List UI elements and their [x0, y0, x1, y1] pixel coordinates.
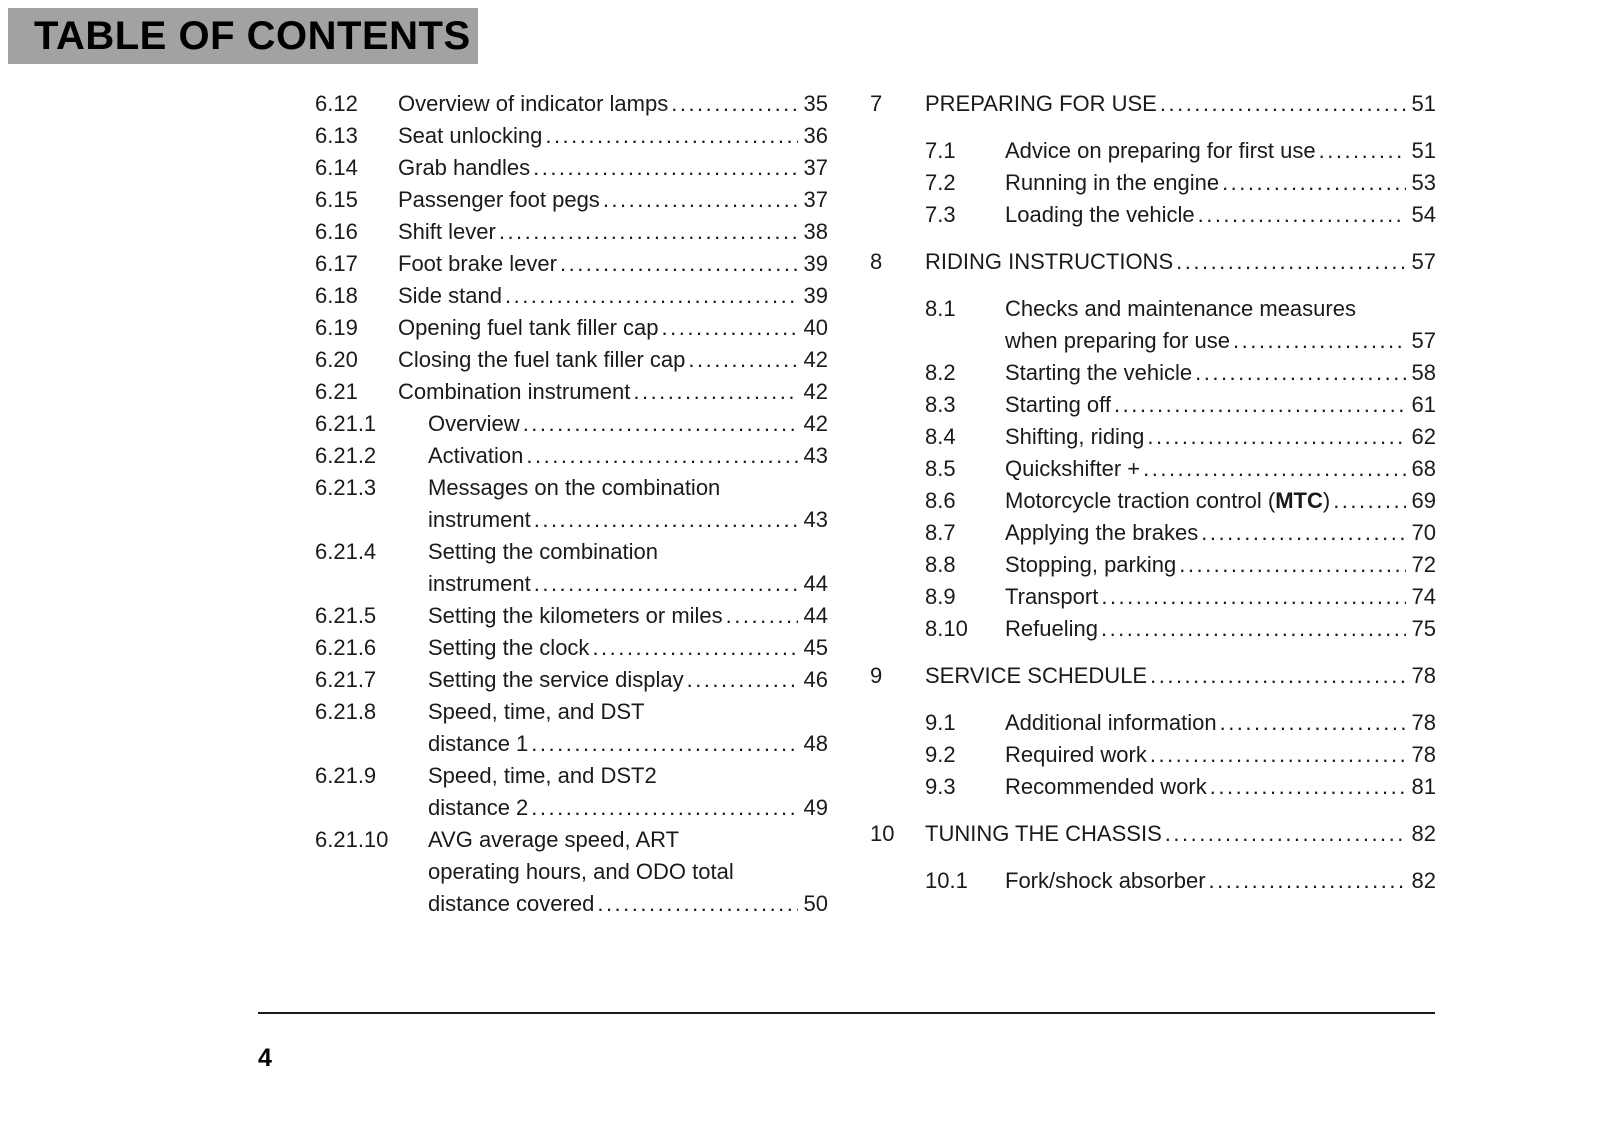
- toc-entry: [870, 246, 1436, 278]
- entry-number: 6.21: [315, 379, 358, 404]
- toc-entry: [315, 472, 828, 536]
- toc-entry-line: [315, 88, 828, 120]
- dot-leader: [533, 152, 797, 184]
- toc-entry: [315, 600, 828, 632]
- entry-page: 42: [803, 347, 828, 372]
- toc-entry-line: [870, 771, 1436, 803]
- toc-entry: [870, 453, 1436, 485]
- toc-entry: [315, 280, 828, 312]
- dot-leader: [633, 376, 797, 408]
- toc-entry-line: [315, 344, 828, 376]
- toc-entry-line: [870, 517, 1436, 549]
- entry-title: AVG average speed, ART: [428, 827, 680, 852]
- entry-page: 50: [803, 891, 828, 916]
- toc-entry-line: [870, 581, 1436, 613]
- entry-number: 6.21.6: [315, 635, 377, 660]
- entry-number: 6.21.1: [315, 411, 377, 436]
- entry-number: 6.21.7: [315, 667, 377, 692]
- entry-title: Side stand: [398, 283, 502, 308]
- toc-entry-line: [870, 739, 1436, 771]
- dot-leader: [597, 888, 797, 920]
- entry-title: Motorcycle traction control (MTC): [1005, 488, 1331, 513]
- entry-number: 6.21.8: [315, 699, 377, 724]
- entry-title: Setting the combination: [428, 539, 658, 564]
- dot-leader: [505, 280, 798, 312]
- dot-leader: [1319, 135, 1406, 167]
- toc-entry: [870, 167, 1436, 199]
- toc-entry: [315, 88, 828, 120]
- entry-page: 62: [1411, 424, 1436, 449]
- entry-page: 43: [803, 443, 828, 468]
- entry-title: Shift lever: [398, 219, 496, 244]
- entry-title: Passenger foot pegs: [398, 187, 600, 212]
- entry-number: 6.21.5: [315, 603, 377, 628]
- entry-page: 51: [1411, 138, 1436, 163]
- toc-entry: [315, 248, 828, 280]
- entry-page: 81: [1411, 774, 1436, 799]
- entry-number: 9: [870, 663, 883, 688]
- entry-page: 82: [1411, 868, 1436, 893]
- entry-number: 7: [870, 91, 883, 116]
- dot-leader: [687, 664, 798, 696]
- toc-entry-line: [315, 728, 828, 760]
- entry-number: 6.14: [315, 155, 358, 180]
- toc-entry-line: [315, 248, 828, 280]
- toc-entry: [315, 120, 828, 152]
- dot-leader: [1220, 707, 1406, 739]
- entry-number: 6.21.9: [315, 763, 377, 788]
- entry-page: 69: [1411, 488, 1436, 513]
- entry-title: Setting the service display: [428, 667, 684, 692]
- toc-entry-line: [315, 312, 828, 344]
- entry-title: Checks and maintenance measures: [1005, 296, 1356, 321]
- entry-number: 6.16: [315, 219, 358, 244]
- entry-title: Starting the vehicle: [1005, 360, 1193, 385]
- toc-entry-line: [870, 707, 1436, 739]
- toc-entry-line: [870, 660, 1436, 692]
- entry-title: operating hours, and ODO total: [428, 859, 734, 884]
- entry-page: 82: [1411, 821, 1436, 846]
- toc-entry-line: [315, 760, 828, 792]
- footer-rule: [258, 1012, 1435, 1014]
- entry-title: Opening fuel tank filler cap: [398, 315, 659, 340]
- dot-leader: [1210, 771, 1406, 803]
- toc-entry: [315, 216, 828, 248]
- entry-title: Combination instrument: [398, 379, 631, 404]
- entry-title: Loading the vehicle: [1005, 202, 1195, 227]
- toc-entry-line: [870, 389, 1436, 421]
- toc-entry: [870, 613, 1436, 645]
- toc-entry: [870, 739, 1436, 771]
- entry-number: [315, 888, 428, 920]
- dot-leader: [1198, 199, 1406, 231]
- dot-leader: [1209, 865, 1406, 897]
- entry-page: 46: [803, 667, 828, 692]
- toc-entry: [870, 293, 1436, 357]
- entry-number: 8.2: [925, 360, 956, 385]
- entry-number: 9.2: [925, 742, 956, 767]
- toc-entry-line: [315, 824, 828, 856]
- toc-entry-line: [315, 568, 828, 600]
- toc-entry-line: [315, 696, 828, 728]
- toc-entry-line: [870, 246, 1436, 278]
- entry-title: Additional information: [1005, 710, 1217, 735]
- dot-leader: [671, 88, 797, 120]
- entry-title: Overview: [428, 411, 520, 436]
- entry-title: Overview of indicator lamps: [398, 91, 669, 116]
- entry-page: 39: [803, 251, 828, 276]
- toc-entry-line: [315, 216, 828, 248]
- entry-title: Required work: [1005, 742, 1147, 767]
- dot-leader: [526, 440, 797, 472]
- dot-leader: [688, 344, 797, 376]
- entry-page: 43: [803, 507, 828, 532]
- dot-leader: [1150, 660, 1405, 692]
- toc-entry-line: [315, 888, 828, 920]
- toc-entry: [315, 344, 828, 376]
- dot-leader: [603, 184, 798, 216]
- entry-number: [315, 728, 428, 760]
- dot-leader: [1101, 613, 1406, 645]
- toc-entry-line: [315, 184, 828, 216]
- dot-leader: [1143, 453, 1405, 485]
- entry-number: 8.3: [925, 392, 956, 417]
- entry-title: Transport: [1005, 584, 1099, 609]
- toc-entry-line: [870, 865, 1436, 897]
- toc-entry-line: [870, 88, 1436, 120]
- entry-title: Advice on preparing for first use: [1005, 138, 1316, 163]
- entry-page: 75: [1411, 616, 1436, 641]
- entry-page: 58: [1411, 360, 1436, 385]
- dot-leader: [1176, 246, 1405, 278]
- entry-page: 37: [803, 155, 828, 180]
- entry-title: Quickshifter +: [1005, 456, 1141, 481]
- toc-entry-line: [870, 485, 1436, 517]
- entry-page: 54: [1411, 202, 1436, 227]
- dot-leader: [1233, 325, 1405, 357]
- toc-entry-line: [315, 472, 828, 504]
- toc-entry: [315, 152, 828, 184]
- dot-leader: [1195, 357, 1405, 389]
- entry-title: distance 1: [428, 731, 529, 756]
- toc-entry-line: [315, 280, 828, 312]
- dot-leader: [1179, 549, 1405, 581]
- entry-page: 37: [803, 187, 828, 212]
- entry-title: Foot brake lever: [398, 251, 557, 276]
- dot-leader: [1150, 739, 1406, 771]
- toc-entry: [870, 660, 1436, 692]
- dot-leader: [726, 600, 798, 632]
- entry-page: 78: [1411, 663, 1436, 688]
- toc-entry: [870, 421, 1436, 453]
- dot-leader: [531, 792, 797, 824]
- toc-entry: [315, 184, 828, 216]
- entry-page: 42: [803, 411, 828, 436]
- toc-entry-line: [315, 600, 828, 632]
- toc-entry: [870, 357, 1436, 389]
- entry-number: 8.6: [925, 488, 956, 513]
- toc-entry: [870, 581, 1436, 613]
- entry-title: Applying the brakes: [1005, 520, 1199, 545]
- toc-entry: [315, 664, 828, 696]
- entry-page: 42: [803, 379, 828, 404]
- entry-title: Refueling: [1005, 616, 1098, 641]
- dot-leader: [534, 504, 798, 536]
- entry-number: 8.5: [925, 456, 956, 481]
- entry-title: Messages on the combination: [428, 475, 721, 500]
- entry-number: 8.4: [925, 424, 956, 449]
- dot-leader: [1222, 167, 1405, 199]
- entry-title: distance 2: [428, 795, 529, 820]
- entry-page: 72: [1411, 552, 1436, 577]
- dot-leader: [523, 408, 798, 440]
- toc-column-right: [870, 88, 1436, 897]
- page-header: [8, 8, 478, 64]
- toc-entry-line: [315, 152, 828, 184]
- toc-entry: [870, 135, 1436, 167]
- entry-page: 38: [803, 219, 828, 244]
- entry-title: Running in the engine: [1005, 170, 1220, 195]
- toc-entry-line: [870, 357, 1436, 389]
- toc-entry: [315, 312, 828, 344]
- entry-number: 6.19: [315, 315, 358, 340]
- entry-title: Speed, time, and DST2: [428, 763, 657, 788]
- entry-number: 8.10: [925, 616, 968, 641]
- dot-leader: [662, 312, 798, 344]
- entry-number: 6.12: [315, 91, 358, 116]
- dot-leader: [534, 568, 798, 600]
- toc-entry: [315, 536, 828, 600]
- entry-page: 39: [803, 283, 828, 308]
- toc-entry-line: [315, 856, 828, 888]
- entry-page: 44: [803, 571, 828, 596]
- dot-leader: [531, 728, 797, 760]
- entry-number: 6.21.4: [315, 539, 377, 564]
- toc-entry-line: [315, 120, 828, 152]
- toc-entry: [870, 485, 1436, 517]
- toc-entry-line: [315, 440, 828, 472]
- page-number: 4: [258, 1044, 272, 1072]
- entry-number: 6.21.10: [315, 827, 389, 852]
- toc-entry: [870, 818, 1436, 850]
- entry-number: 9.1: [925, 710, 956, 735]
- entry-page: 48: [803, 731, 828, 756]
- toc-entry-line: [870, 293, 1436, 325]
- toc-entry-line: [870, 453, 1436, 485]
- toc-entry-line: [315, 536, 828, 568]
- entry-title: Stopping, parking: [1005, 552, 1177, 577]
- dot-leader: [592, 632, 797, 664]
- entry-title: TUNING THE CHASSIS: [925, 821, 1162, 846]
- entry-number: [315, 856, 428, 888]
- entry-number: 8.9: [925, 584, 956, 609]
- entry-page: 61: [1411, 392, 1436, 417]
- entry-number: 6.17: [315, 251, 358, 276]
- entry-number: 8: [870, 249, 883, 274]
- entry-number: 9.3: [925, 774, 956, 799]
- dot-leader: [1165, 818, 1406, 850]
- dot-leader: [1160, 88, 1406, 120]
- entry-title: RIDING INSTRUCTIONS: [925, 249, 1174, 274]
- entry-page: 70: [1411, 520, 1436, 545]
- toc-entry-line: [870, 421, 1436, 453]
- toc-entry: [315, 760, 828, 824]
- toc-entry: [315, 376, 828, 408]
- entry-number: 6.15: [315, 187, 358, 212]
- entry-number: 10: [870, 821, 895, 846]
- entry-page: 57: [1411, 328, 1436, 353]
- entry-title: PREPARING FOR USE: [925, 91, 1157, 116]
- toc-entry: [870, 389, 1436, 421]
- entry-number: 7.3: [925, 202, 956, 227]
- entry-number: 6.18: [315, 283, 358, 308]
- entry-page: 74: [1411, 584, 1436, 609]
- toc-entry: [870, 771, 1436, 803]
- toc-entry-line: [315, 376, 828, 408]
- entry-page: 40: [803, 315, 828, 340]
- toc-entry-line: [315, 504, 828, 536]
- entry-page: 36: [803, 123, 828, 148]
- dot-leader: [560, 248, 798, 280]
- entry-number: [315, 568, 428, 600]
- entry-title: distance covered: [428, 891, 595, 916]
- toc-entry: [315, 632, 828, 664]
- entry-page: 44: [803, 603, 828, 628]
- entry-page: 78: [1411, 742, 1436, 767]
- entry-number: 6.21.3: [315, 475, 377, 500]
- entry-title: when preparing for use: [1005, 328, 1231, 353]
- entry-number: 8.7: [925, 520, 956, 545]
- entry-number: 7.2: [925, 170, 956, 195]
- entry-title: Setting the clock: [428, 635, 590, 660]
- entry-title: Setting the kilometers or miles: [428, 603, 723, 628]
- toc-entry-line: [870, 199, 1436, 231]
- entry-page: 53: [1411, 170, 1436, 195]
- toc-entry: [870, 865, 1436, 897]
- dot-leader: [1114, 389, 1406, 421]
- toc-entry: [315, 824, 828, 920]
- toc-entry-line: [315, 632, 828, 664]
- toc-column-left: [315, 88, 828, 920]
- entry-title: Seat unlocking: [398, 123, 543, 148]
- entry-title: instrument: [428, 571, 531, 596]
- entry-number: [925, 325, 1005, 357]
- entry-number: 6.20: [315, 347, 358, 372]
- entry-title: Closing the fuel tank filler cap: [398, 347, 686, 372]
- toc-entry: [870, 517, 1436, 549]
- entry-page: 68: [1411, 456, 1436, 481]
- toc-entry: [315, 696, 828, 760]
- dot-leader: [1333, 485, 1405, 517]
- entry-title: Fork/shock absorber: [1005, 868, 1206, 893]
- entry-page: 51: [1411, 91, 1436, 116]
- toc-entry-line: [870, 135, 1436, 167]
- entry-title: Speed, time, and DST: [428, 699, 645, 724]
- toc-entry-line: [870, 818, 1436, 850]
- entry-page: 78: [1411, 710, 1436, 735]
- entry-number: 6.21.2: [315, 443, 377, 468]
- dot-leader: [1101, 581, 1405, 613]
- dot-leader: [499, 216, 798, 248]
- entry-title: Starting off: [1005, 392, 1111, 417]
- toc-entry-line: [870, 613, 1436, 645]
- page-title: TABLE OF CONTENTS: [34, 13, 471, 58]
- entry-number: [315, 792, 428, 824]
- entry-page: 49: [803, 795, 828, 820]
- entry-number: 8.1: [925, 296, 956, 321]
- dot-leader: [1201, 517, 1405, 549]
- entry-number: 8.8: [925, 552, 956, 577]
- dot-leader: [1147, 421, 1405, 453]
- entry-title: Activation: [428, 443, 524, 468]
- toc-entry: [870, 549, 1436, 581]
- entry-page: 45: [803, 635, 828, 660]
- entry-title: SERVICE SCHEDULE: [925, 663, 1148, 688]
- entry-title: Shifting, riding: [1005, 424, 1145, 449]
- toc-entry-line: [315, 664, 828, 696]
- entry-title: Grab handles: [398, 155, 531, 180]
- toc-entry-line: [315, 792, 828, 824]
- toc-entry: [315, 408, 828, 440]
- entry-title: Recommended work: [1005, 774, 1207, 799]
- entry-number: 10.1: [925, 868, 968, 893]
- entry-number: [315, 504, 428, 536]
- toc-entry-line: [315, 408, 828, 440]
- toc-entry: [870, 88, 1436, 120]
- toc-entry: [870, 707, 1436, 739]
- toc-entry: [870, 199, 1436, 231]
- toc-entry-line: [870, 549, 1436, 581]
- entry-page: 35: [803, 91, 828, 116]
- toc-entry-line: [870, 325, 1436, 357]
- entry-page: 57: [1411, 249, 1436, 274]
- dot-leader: [545, 120, 797, 152]
- entry-number: 6.13: [315, 123, 358, 148]
- toc-entry-line: [870, 167, 1436, 199]
- entry-number: 7.1: [925, 138, 956, 163]
- toc-entry: [315, 440, 828, 472]
- entry-title: instrument: [428, 507, 531, 532]
